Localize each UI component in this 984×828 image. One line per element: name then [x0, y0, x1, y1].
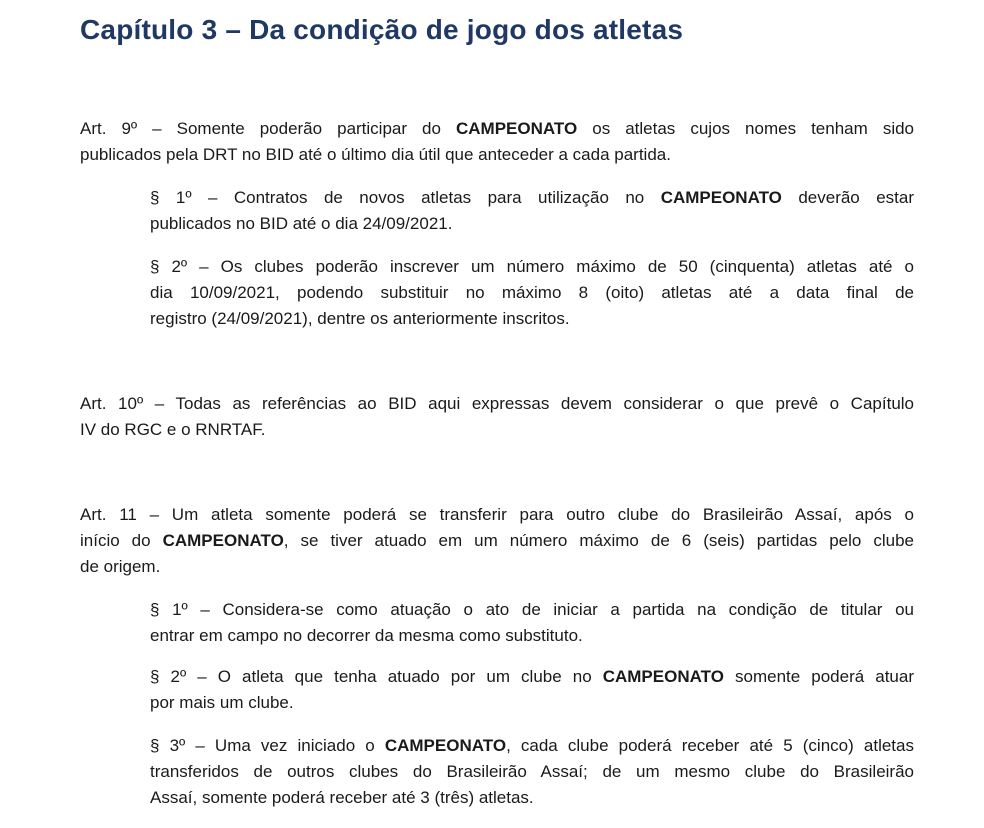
article-11-line-3: de origem. [80, 557, 161, 576]
article-9-paragraph-2-line-1: § 2º – Os clubes poderão inscrever um número máximo de 50 (cinquenta) atletas até o [150, 257, 914, 276]
article-11-paragraph-3-line-1: § 3º – Uma vez iniciado o CAMPEONATO, cada clube poderá receber até 5 (cinco) atletas [150, 736, 914, 755]
article-9 [80, 116, 914, 168]
article-10-line-1: Art. 10º – Todas as referências ao BID aqui expressas devem considerar o que prevê o Capítulo [80, 394, 914, 413]
article-9-line-2: publicados pela DRT no BID até o último dia útil que anteceder a cada partida. [80, 145, 671, 164]
article-9-paragraph-2 [150, 254, 914, 332]
article-11-paragraph-2-line-1: § 2º – O atleta que tenha atuado por um clube no CAMPEONATO somente poderá atuar [150, 667, 914, 686]
article-11-paragraph-2 [150, 664, 914, 716]
article-11-line-2: início do CAMPEONATO, se tiver atuado em um número máximo de 6 (seis) partidas pelo clube [80, 531, 914, 550]
article-9-paragraph-2-line-2: dia 10/09/2021, podendo substituir no máximo 8 (oito) atletas até a data final de [150, 283, 914, 302]
article-11-paragraph-1-line-1: § 1º – Considera-se como atuação o ato de iniciar a partida na condição de titular ou [150, 600, 914, 619]
article-9-paragraph-1-line-1: § 1º – Contratos de novos atletas para utilização no CAMPEONATO deverão estar [150, 188, 914, 207]
article-11-paragraph-2-line-2: por mais um clube. [150, 693, 294, 712]
article-9-paragraph-1-line-2: publicados no BID até o dia 24/09/2021. [150, 214, 453, 233]
article-10 [80, 391, 914, 443]
article-11-paragraph-1-line-2: entrar em campo no decorrer da mesma como substituto. [150, 626, 583, 645]
article-11-paragraph-3-line-2: transferidos de outros clubes do Brasileirão Assaí; de um mesmo clube do Brasileirão [150, 762, 914, 781]
article-11-line-1: Art. 11 – Um atleta somente poderá se transferir para outro clube do Brasileirão Assaí, após o [80, 505, 914, 524]
article-9-paragraph-2-line-3: registro (24/09/2021), dentre os anteriormente inscritos. [150, 309, 570, 328]
article-11-paragraph-1 [150, 597, 914, 649]
article-9-line-1: Art. 9º – Somente poderão participar do CAMPEONATO os atletas cujos nomes tenham sido [80, 119, 915, 138]
article-11 [80, 502, 914, 580]
chapter-title: Capítulo 3 – Da condição de jogo dos atletas [80, 14, 684, 45]
article-9-paragraph-1 [150, 185, 914, 237]
article-10-line-2: IV do RGC e o RNRTAF. [80, 420, 266, 439]
article-11-paragraph-3 [150, 733, 914, 811]
article-11-paragraph-3-line-3: Assaí, somente poderá receber até 3 (três) atletas. [150, 788, 534, 807]
